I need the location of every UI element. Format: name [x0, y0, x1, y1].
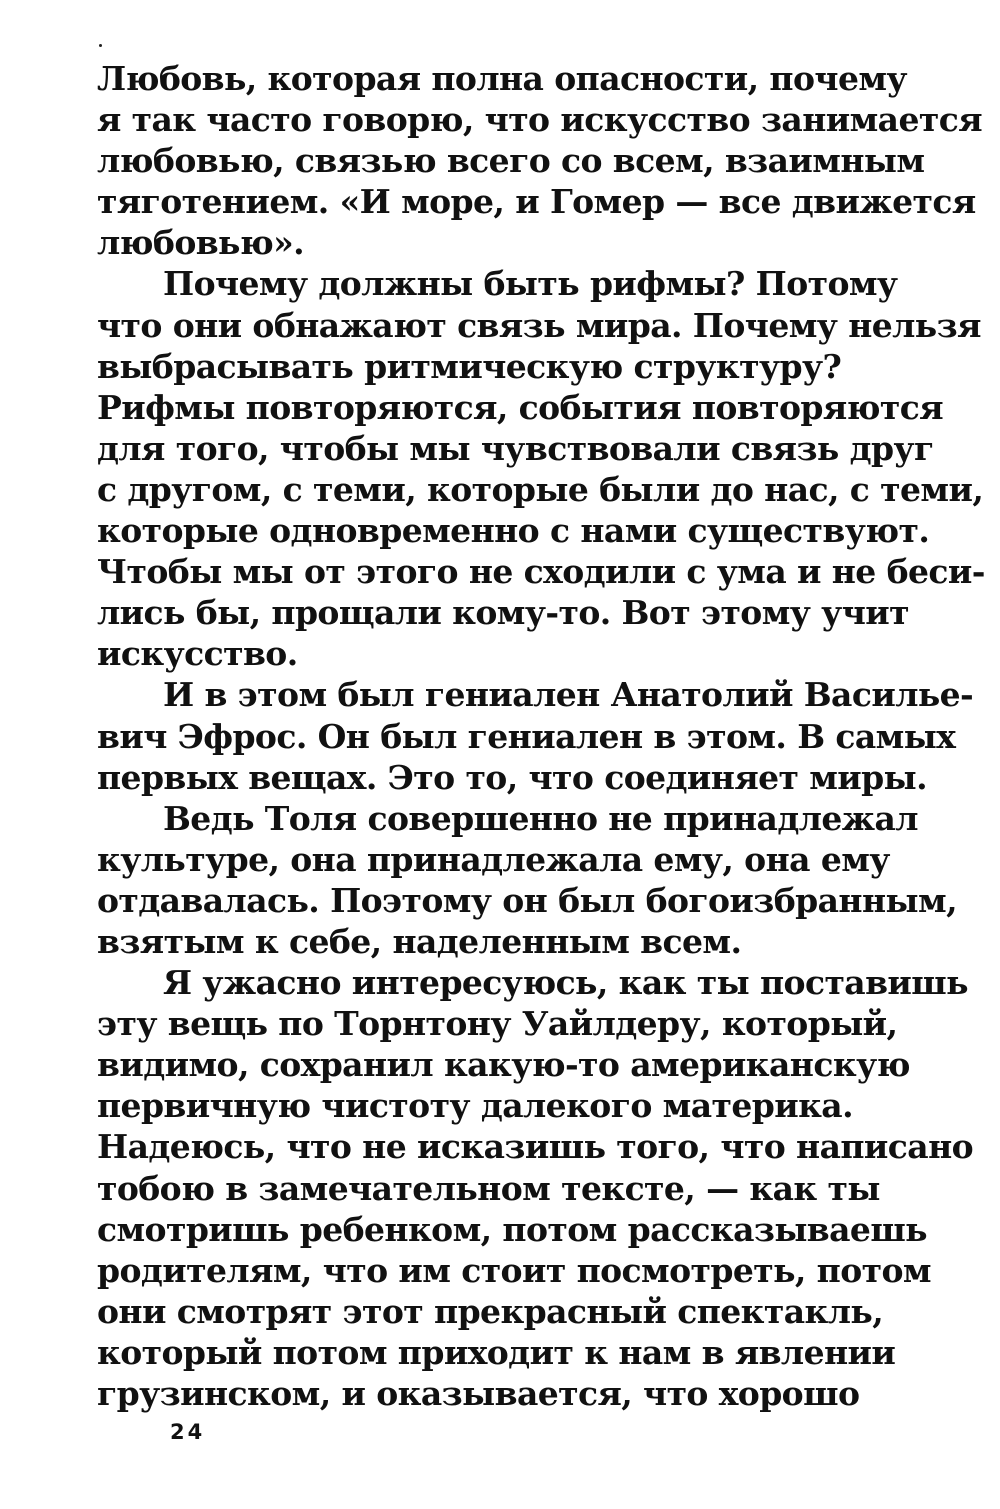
text-line: взятым к себе, наделенным всем.: [97, 921, 742, 961]
text-line: который потом приходит к нам в явлении: [97, 1332, 896, 1372]
text-line: искусство.: [97, 634, 298, 674]
text-line: Чтобы мы от этого не сходили с ума и не беси-: [97, 552, 985, 592]
body-text: [97, 58, 985, 1414]
text-line: выбрасывать ритмическую структуру?: [97, 346, 842, 386]
text-line: которые одновременно с нами существуют.: [97, 511, 930, 551]
text-line: тяготением. «И море, и Гомер — все движется: [97, 182, 976, 222]
text-line: И в этом был гениален Анатолий Василье-: [163, 675, 974, 715]
text-line: я так часто говорю, что искусство занимается: [97, 100, 982, 140]
page-number: 24: [170, 1420, 206, 1444]
text-line: грузинском, и оказывается, что хорошо: [97, 1374, 860, 1413]
text-line: Я ужасно интересуюсь, как ты поставишь: [163, 963, 968, 1003]
text-line: с другом, с теми, которые были до нас, с теми,: [97, 469, 984, 509]
text-line: лись бы, прощали кому-то. Вот этому учит: [97, 593, 909, 633]
text-line: они смотрят этот прекрасный спектакль,: [97, 1291, 884, 1331]
text-line: любовью, связью всего со всем, взаимным: [97, 141, 925, 181]
text-line: родителям, что им стоит посмотреть, потом: [97, 1250, 931, 1290]
text-line: Надеюсь, что не исказишь того, что написано: [97, 1127, 974, 1167]
text-line: видимо, сохранил какую-то американскую: [97, 1045, 910, 1085]
text-line: Любовь, которая полна опасности, почему: [97, 59, 907, 98]
text-line: любовью».: [97, 223, 305, 263]
text-line: Рифмы повторяются, события повторяются: [97, 387, 943, 427]
text-line: культуре, она принадлежала ему, она ему: [97, 839, 890, 879]
text-line: эту вещь по Торнтону Уайлдеру, который,: [97, 1004, 898, 1044]
text-line: смотришь ребенком, потом рассказываешь: [97, 1209, 927, 1249]
text-line: что они обнажают связь мира. Почему нельзя: [97, 305, 981, 345]
text-line: тобою в замечательном тексте, — как ты: [97, 1168, 880, 1208]
text-line: вич Эфрос. Он был гениален в этом. В самых: [97, 716, 956, 756]
text-line: Ведь Толя совершенно не принадлежал: [163, 798, 918, 838]
text-line: для того, чтобы мы чувствовали связь друг: [97, 428, 934, 468]
print-speck: [99, 44, 102, 47]
text-line: отдавалась. Поэтому он был богоизбранным,: [97, 880, 957, 920]
text-line: первичную чистоту далекого материка.: [97, 1086, 853, 1126]
text-line: Почему должны быть рифмы? Потому: [163, 264, 898, 304]
text-line: первых вещах. Это то, что соединяет миры.: [97, 757, 928, 797]
